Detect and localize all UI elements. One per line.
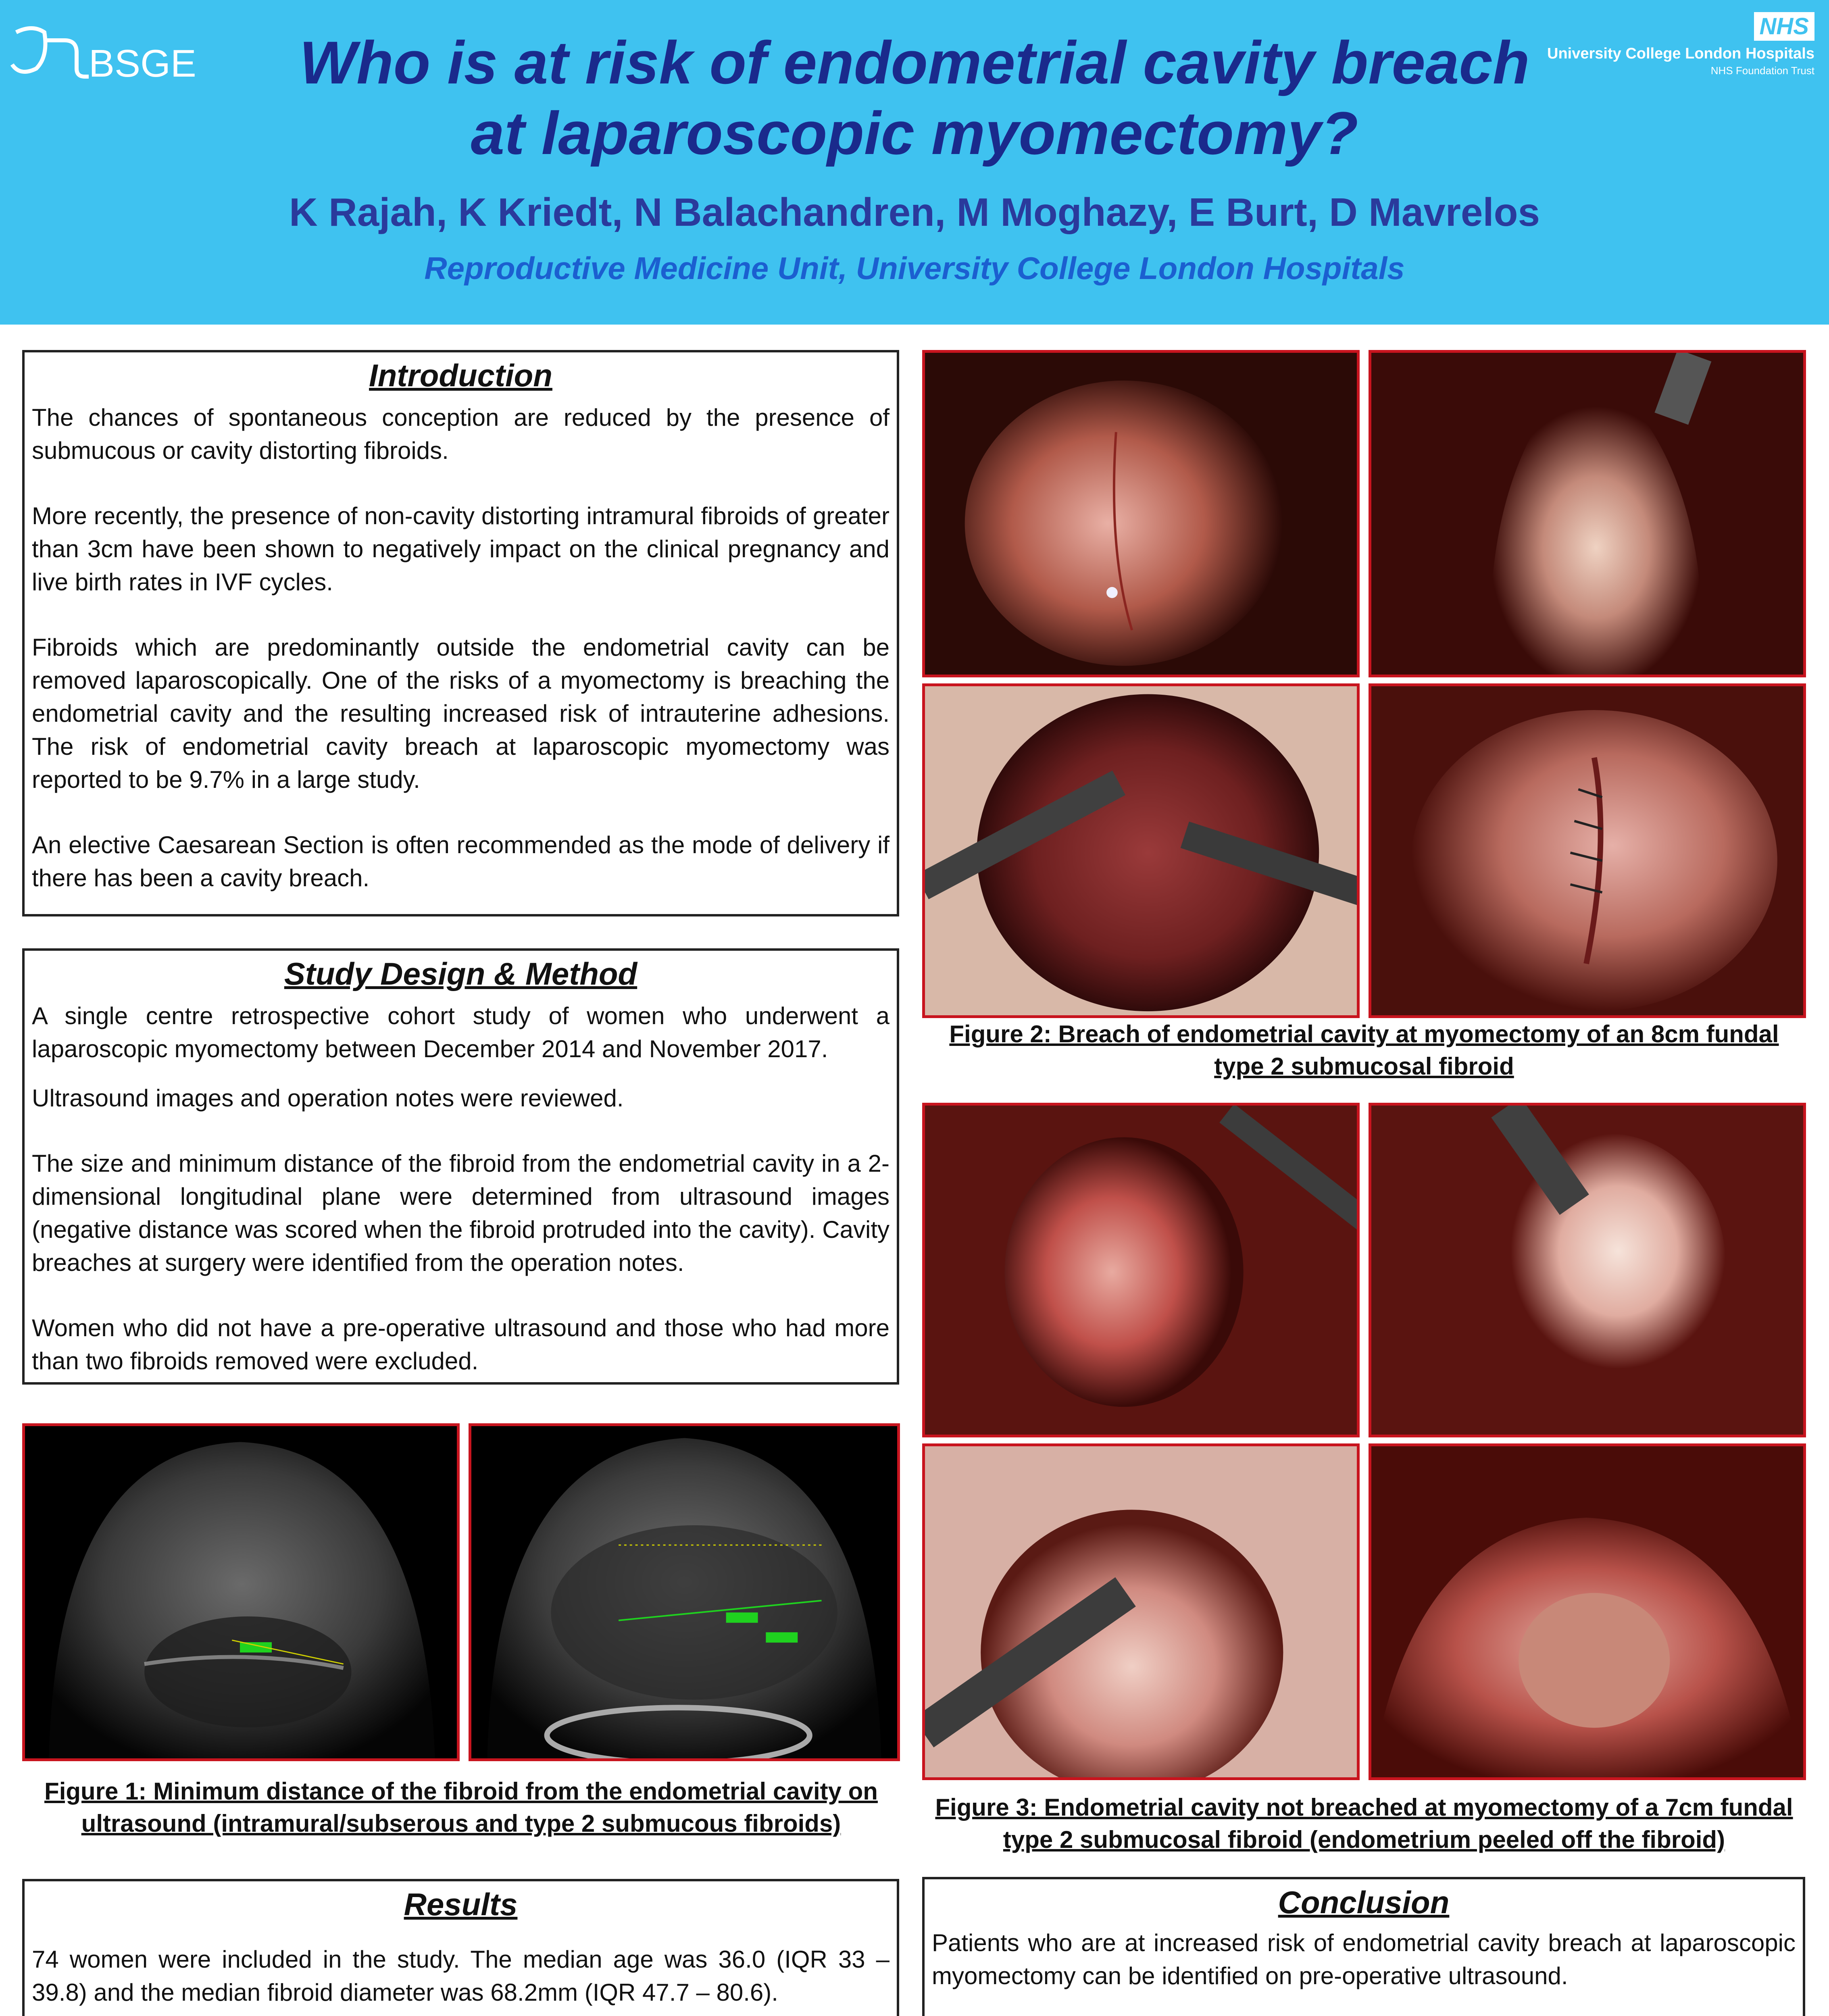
surgical-photo-fig3-b	[1369, 1103, 1806, 1437]
ultrasound-image-2	[469, 1423, 900, 1761]
intro-paragraph: More recently, the presence of non-cavity distorting intramural fibroids of greater than 3cm have been shown to negatively impact on the clinical pregnancy and live birth rates in IVF cycles.	[32, 502, 890, 596]
study-design-heading: Study Design & Method	[284, 956, 637, 991]
nhs-badge: NHS	[1754, 12, 1814, 41]
surgical-photo-fig3-c	[922, 1443, 1360, 1780]
results-paragraph: 74 women were included in the study. The median age was 36.0 (IQR 33 – 39.8) and the median fibroid diameter was 68.2mm (IQR 47.7 – 80.6).	[32, 1946, 890, 2006]
surgical-photo-fig3-a	[922, 1103, 1360, 1437]
method-paragraph: Women who did not have a pre-operative ultrasound and those who had more than two fibroids removed were excluded.	[32, 1314, 890, 1375]
conclusion-heading: Conclusion	[1278, 1885, 1450, 1920]
surgical-photo-fig2-a	[922, 350, 1360, 677]
ucl-logo-name: University College London Hospitals	[1547, 45, 1814, 62]
conclusion-paragraph: Patients who are at increased risk of endometrial cavity breach at laparoscopic myomectomy can be identified on pre-operative ultrasound.	[932, 1929, 1796, 1989]
conclusion-section	[922, 1877, 1805, 2016]
results-section	[22, 1879, 899, 2016]
method-paragraph: Ultrasound images and operation notes were reviewed.	[32, 1085, 624, 1112]
study-design-section	[22, 948, 899, 1385]
ultrasound-image-1	[22, 1423, 460, 1761]
intro-paragraph: Fibroids which are predominantly outside the endometrial cavity can be removed laparoscopically. One of the risks of a myomectomy is breaching the endometrial cavity and the resulting increased risk of intrauterine adhesions. The risk of endometrial cavity breach at laparoscopic myomectomy was reported to be 9.7% in a large study.	[32, 634, 890, 793]
author-list: K Rajah, K Kriedt, N Balachandren, M Moghazy, E Burt, D Mavrelos	[289, 190, 1540, 234]
surgical-photo-fig2-d	[1369, 683, 1806, 1018]
figure3-caption: Figure 3: Endometrial cavity not breached at myomectomy of a 7cm fundal type 2 submucosal fibroid (endometrium peeled off the fibroid)	[935, 1794, 1793, 1853]
ucl-logo-trust: NHS Foundation Trust	[1710, 65, 1814, 77]
method-paragraph: A single centre retrospective cohort study of women who underwent a laparoscopic myomectomy between December 2014 and November 2017.	[32, 1002, 890, 1062]
method-paragraph: The size and minimum distance of the fibroid from the endometrial cavity in a 2-dimensional longitudinal plane were determined from ultrasound images (negative distance was scored when the fibroid protruded into the cavity). Cavity breaches at surgery were identified from the operation notes.	[32, 1150, 890, 1276]
affiliation: Reproductive Medicine Unit, University College London Hospitals	[424, 250, 1405, 286]
results-heading: Results	[404, 1887, 518, 1922]
surgical-photo-fig2-c	[922, 683, 1360, 1018]
introduction-heading: Introduction	[369, 358, 552, 393]
surgical-photo-fig2-b	[1369, 350, 1806, 677]
poster-title-line1: Who is at risk of endometrial cavity breach	[299, 29, 1530, 96]
surgical-photo-fig3-d	[1369, 1443, 1806, 1780]
svg-text:BSGE: BSGE	[89, 42, 196, 85]
figure2-caption: Figure 2: Breach of endometrial cavity at myomectomy of an 8cm fundal type 2 submucosal fibroid	[949, 1020, 1779, 1080]
poster-header	[0, 0, 1829, 325]
intro-paragraph: An elective Caesarean Section is often recommended as the mode of delivery if there has been a cavity breach.	[32, 831, 890, 891]
poster-title-line2: at laparoscopic myomectomy?	[471, 99, 1358, 167]
figure1-caption: Figure 1: Minimum distance of the fibroid from the endometrial cavity on ultrasound (intramural/subserous and type 2 submucous fibroids)	[44, 1778, 878, 1837]
intro-paragraph: The chances of spontaneous conception are reduced by the presence of submucous or cavity distorting fibroids.	[32, 404, 890, 464]
introduction-section	[22, 350, 899, 916]
